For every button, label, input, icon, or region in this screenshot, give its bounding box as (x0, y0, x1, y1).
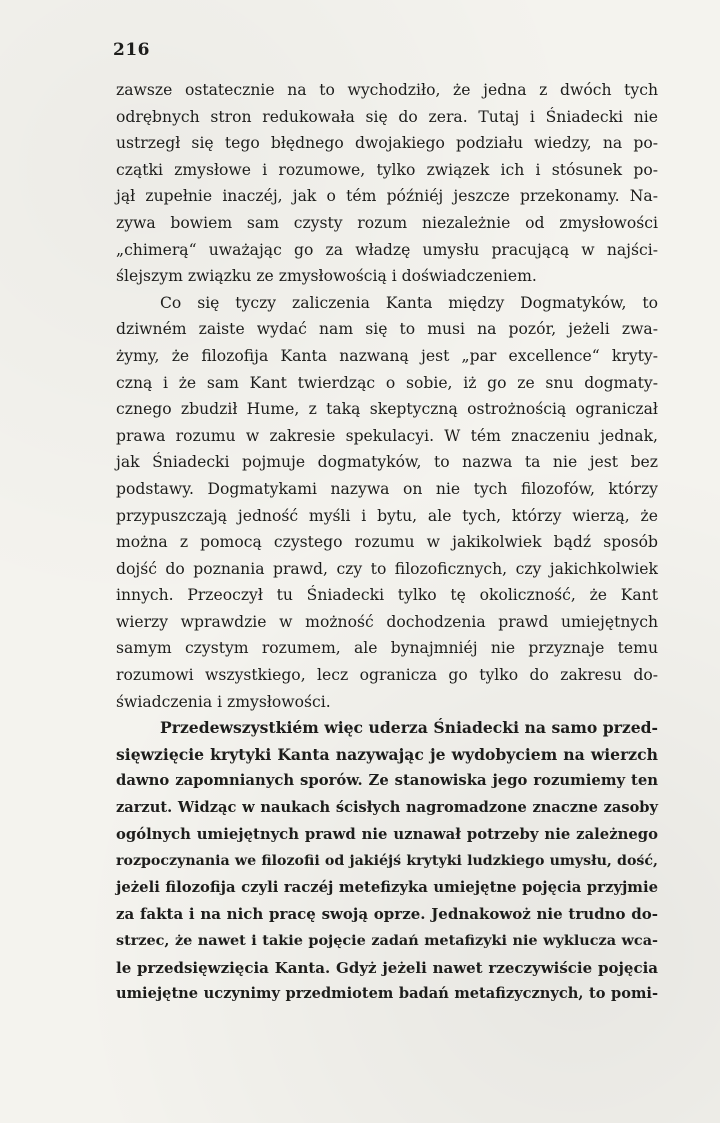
text-line: dziwném zaiste wydać nam się to musi na pozór, jeżeli zwa- (116, 320, 658, 339)
text-line: Przedewszystkiém więc uderza Śniadecki na samo przed- (160, 718, 658, 738)
text-line: dojść do poznania prawd, czy to filozoficznych, czy jakichkolwiek (116, 559, 658, 578)
text-line: świadczenia i zmysłowości. (116, 692, 331, 711)
text-line: rozpoczynania we filozofii od jakiéjś krytyki ludzkiego umysłu, dość, (116, 853, 658, 870)
text-line: prawa rozumu w zakresie spekulacyi. W tém znaczeniu jednak, (116, 426, 658, 445)
text-line: umiejętne uczynimy przedmiotem badań metafizycznych, to pomi- (116, 985, 658, 1003)
text-line: dawno zapomnianych sporów. Ze stanowiska jego rozumiemy ten (116, 772, 658, 790)
text-line: samym czystym rozumem, ale bynajmniéj nie przyznaje temu (116, 639, 658, 658)
text-line: jak Śniadecki pojmuje dogmatyków, to nazwa ta nie jest bez (116, 453, 658, 472)
text-line: ślejszym związku ze zmysłowością i doświadczeniem. (116, 267, 537, 286)
text-line: ustrzegł się tego błędnego dwojakiego podziału wiedzy, na po- (116, 134, 658, 153)
page-number: 216 (113, 40, 150, 60)
body-text (116, 77, 658, 1008)
text-line: zawsze ostatecznie na to wychodziło, że jedna z dwóch tych (116, 81, 658, 99)
text-line: żymy, że filozofija Kanta nazwaną jest „par excellence“ kryty- (116, 346, 658, 365)
text-line: strzec, że nawet i takie pojęcie zadań metafizyki nie wyklucza wca- (116, 932, 658, 949)
text-line: za fakta i na nich pracę swoją oprze. Jednakowoż nie trudno do- (116, 905, 658, 924)
text-line: można z pomocą czystego rozumu w jakikolwiek bądź sposób (116, 533, 658, 552)
text-line: podstawy. Dogmatykami nazywa on nie tych filozofów, którzy (116, 479, 658, 498)
text-line: sięwzięcie krytyki Kanta nazywając je wydobyciem na wierzch (116, 744, 658, 764)
text-line: wierzy wprawdzie w możność dochodzenia prawd umiejętnych (116, 612, 658, 631)
text-line: cznego zbudził Hume, z taką skeptyczną ostrożnością ograniczał (116, 400, 658, 419)
text-line: innych. Przeoczył tu Śniadecki tylko tę okoliczność, że Kant (116, 586, 658, 605)
text-line: „chimerą“ uważając go za władzę umysłu pracującą w najści- (116, 240, 658, 259)
text-line: jeżeli filozofija czyli raczéj metefizyka umiejętne pojęcia przyjmie (116, 878, 658, 896)
text-line: ogólnych umiejętnych prawd nie uznawał potrzeby nie zależnego (116, 825, 658, 843)
text-line: le przedsięwzięcia Kanta. Gdyż jeżeli nawet rzeczywiście pojęcia (116, 958, 658, 977)
text-line: czątki zmysłowe i rozumowe, tylko związek ich i stósunek po- (116, 160, 658, 179)
text-line: zarzut. Widząc w naukach ścisłych nagromadzone znaczne zasoby (116, 799, 658, 817)
text-line: odrębnych stron redukowała się do zera. Tutaj i Śniadecki nie (116, 107, 658, 126)
text-line: Co się tyczy zaliczenia Kanta między Dogmatyków, to (160, 293, 658, 312)
text-line: rozumowi wszystkiego, lecz ogranicza go tylko do zakresu do- (116, 666, 658, 685)
text-line: zywa bowiem sam czysty rozum niezależnie od zmysłowości (116, 213, 658, 232)
text-line: jął zupełnie inaczéj, jak o tém późniéj jeszcze przekonamy. Na- (116, 187, 658, 206)
text-line: czną i że sam Kant twierdząc o sobie, iż go ze snu dogmaty- (116, 373, 658, 392)
text-line: przypuszczają jedność myśli i bytu, ale tych, którzy wierzą, że (116, 506, 658, 525)
